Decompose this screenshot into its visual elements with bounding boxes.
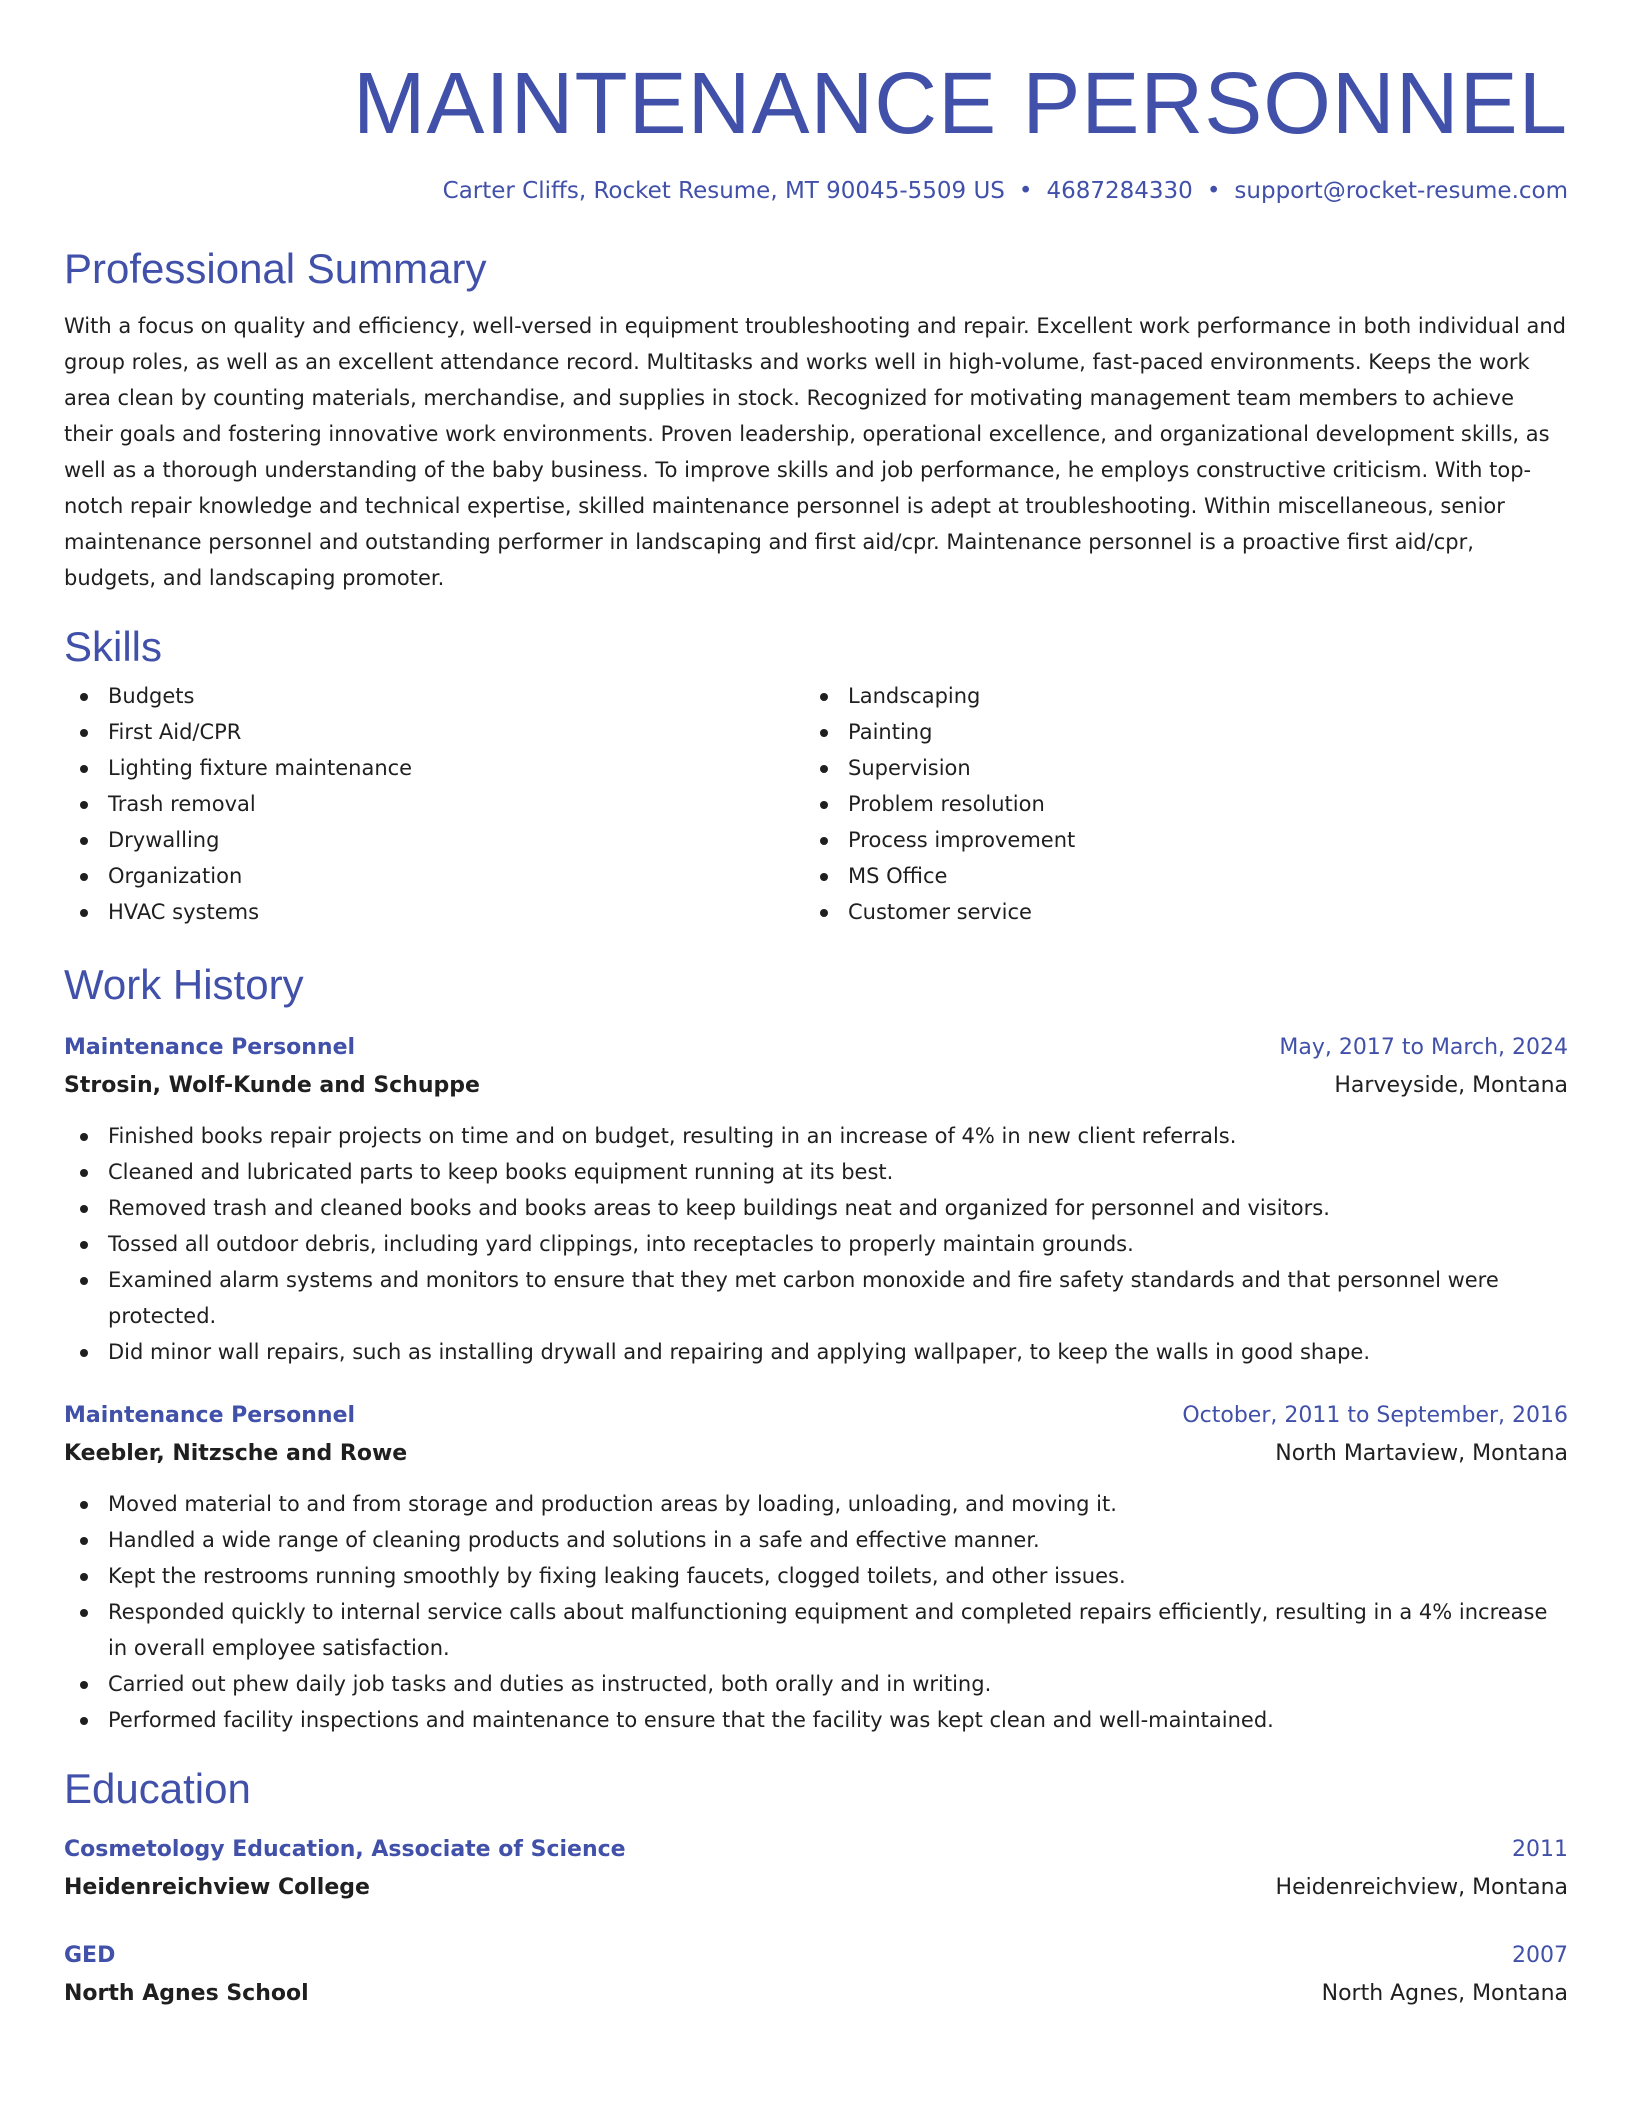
work-history-heading: Work History bbox=[64, 961, 304, 1008]
skill-item: Painting bbox=[804, 714, 1544, 750]
job-bullet: Cleaned and lubricated parts to keep books equipment running at its best. bbox=[64, 1154, 1568, 1190]
education-school: North Agnes School bbox=[64, 1981, 309, 2006]
contact-line bbox=[64, 176, 1568, 206]
skill-item: Trash removal bbox=[64, 786, 804, 822]
skill-item: Budgets bbox=[64, 678, 804, 714]
job-bullet: Examined alarm systems and monitors to ensure that they met carbon monoxide and fire safety standards and that personnel were protected. bbox=[64, 1262, 1568, 1334]
education-location: North Agnes, Montana bbox=[1321, 1981, 1568, 2006]
skills-heading: Skills bbox=[64, 623, 163, 670]
job-location: Harveyside, Montana bbox=[1334, 1073, 1568, 1098]
job-bullets bbox=[64, 1486, 1568, 1738]
skill-item: HVAC systems bbox=[64, 894, 804, 930]
summary-text: With a focus on quality and efficiency, well-versed in equipment troubleshooting and repair. Excellent work performance in both individual and group roles, as well as an excellent attendance record. Multitasks and works well in high-volume, fast-paced environments. Keeps the work area clean by counting materials, merchandise, and supplies in stock. Recognized for motivating management team members to achieve their goals and fostering innovative work environments. Proven leadership, operational excellence, and organizational development skills, as well as a thorough understanding of the baby business. To improve skills and job performance, he employs constructive criticism. With top-notch repair knowledge and technical expertise, skilled maintenance personnel is adept at troubleshooting. Within miscellaneous, senior maintenance personnel and outstanding performer in landscaping and first aid/cpr. Maintenance personnel is a proactive first aid/cpr, budgets, and landscaping promoter. bbox=[64, 314, 1566, 590]
contact-separator: • bbox=[1018, 178, 1033, 204]
education-year: 2007 bbox=[1512, 1943, 1568, 1968]
job-bullet: Did minor wall repairs, such as installing drywall and repairing and applying wallpaper, to keep the walls in good shape. bbox=[64, 1334, 1568, 1370]
education-location: Heidenreichview, Montana bbox=[1275, 1875, 1568, 1900]
skills-list bbox=[64, 678, 1568, 930]
job-bullet: Performed facility inspections and maintenance to ensure that the facility was kept clean and well-maintained. bbox=[64, 1702, 1568, 1738]
job-title: Maintenance Personnel bbox=[64, 1403, 356, 1428]
skill-item: First Aid/CPR bbox=[64, 714, 804, 750]
skill-item: Drywalling bbox=[64, 822, 804, 858]
skill-item: Problem resolution bbox=[804, 786, 1544, 822]
education-entry bbox=[64, 1832, 1568, 1908]
job-title: Maintenance Personnel bbox=[64, 1035, 356, 1060]
skill-item: Process improvement bbox=[804, 822, 1544, 858]
job-location: North Martaview, Montana bbox=[1275, 1441, 1568, 1466]
education-degree: Cosmetology Education, Associate of Science bbox=[64, 1837, 626, 1862]
job-entry bbox=[64, 1398, 1568, 1738]
skills-column-right bbox=[804, 678, 1544, 930]
resume-header bbox=[64, 0, 1568, 206]
contact-phone: 4687284330 bbox=[1046, 178, 1193, 204]
job-bullet: Responded quickly to internal service calls about malfunctioning equipment and completed repairs efficiently, resulting in a 4% increase in overall employee satisfaction. bbox=[64, 1594, 1568, 1666]
summary-heading: Professional Summary bbox=[64, 245, 487, 292]
job-bullet: Tossed all outdoor debris, including yard clippings, into receptacles to properly maintain grounds. bbox=[64, 1226, 1568, 1262]
skills-column-left bbox=[64, 678, 804, 930]
candidate-title: MAINTENANCE PERSONNEL bbox=[352, 55, 1568, 152]
job-bullet: Kept the restrooms running smoothly by fixing leaking faucets, clogged toilets, and other issues. bbox=[64, 1558, 1568, 1594]
contact-email: support@rocket-resume.com bbox=[1234, 178, 1568, 204]
job-dates: May, 2017 to March, 2024 bbox=[1279, 1035, 1568, 1060]
skill-item: Organization bbox=[64, 858, 804, 894]
education-degree: GED bbox=[64, 1943, 116, 1968]
job-dates: October, 2011 to September, 2016 bbox=[1182, 1403, 1568, 1428]
skill-item: Customer service bbox=[804, 894, 1544, 930]
job-entry bbox=[64, 1030, 1568, 1370]
job-bullets bbox=[64, 1118, 1568, 1370]
job-bullet: Finished books repair projects on time and on budget, resulting in an increase of 4% in new client referrals. bbox=[64, 1118, 1568, 1154]
job-bullet: Handled a wide range of cleaning products and solutions in a safe and effective manner. bbox=[64, 1522, 1568, 1558]
contact-address: Carter Cliffs, Rocket Resume, MT 90045-5509 US bbox=[442, 178, 1005, 204]
job-company: Keebler, Nitzsche and Rowe bbox=[64, 1441, 408, 1466]
skill-item: MS Office bbox=[804, 858, 1544, 894]
skill-item: Supervision bbox=[804, 750, 1544, 786]
education-year: 2011 bbox=[1512, 1837, 1568, 1862]
education-heading: Education bbox=[64, 1765, 251, 1812]
contact-separator: • bbox=[1206, 178, 1221, 204]
education-entry bbox=[64, 1938, 1568, 2014]
job-bullet: Moved material to and from storage and production areas by loading, unloading, and moving it. bbox=[64, 1486, 1568, 1522]
skill-item: Landscaping bbox=[804, 678, 1544, 714]
education-school: Heidenreichview College bbox=[64, 1875, 370, 1900]
job-company: Strosin, Wolf-Kunde and Schuppe bbox=[64, 1073, 480, 1098]
job-bullet: Carried out phew daily job tasks and duties as instructed, both orally and in writing. bbox=[64, 1666, 1568, 1702]
skill-item: Lighting fixture maintenance bbox=[64, 750, 804, 786]
job-bullet: Removed trash and cleaned books and books areas to keep buildings neat and organized for personnel and visitors. bbox=[64, 1190, 1568, 1226]
